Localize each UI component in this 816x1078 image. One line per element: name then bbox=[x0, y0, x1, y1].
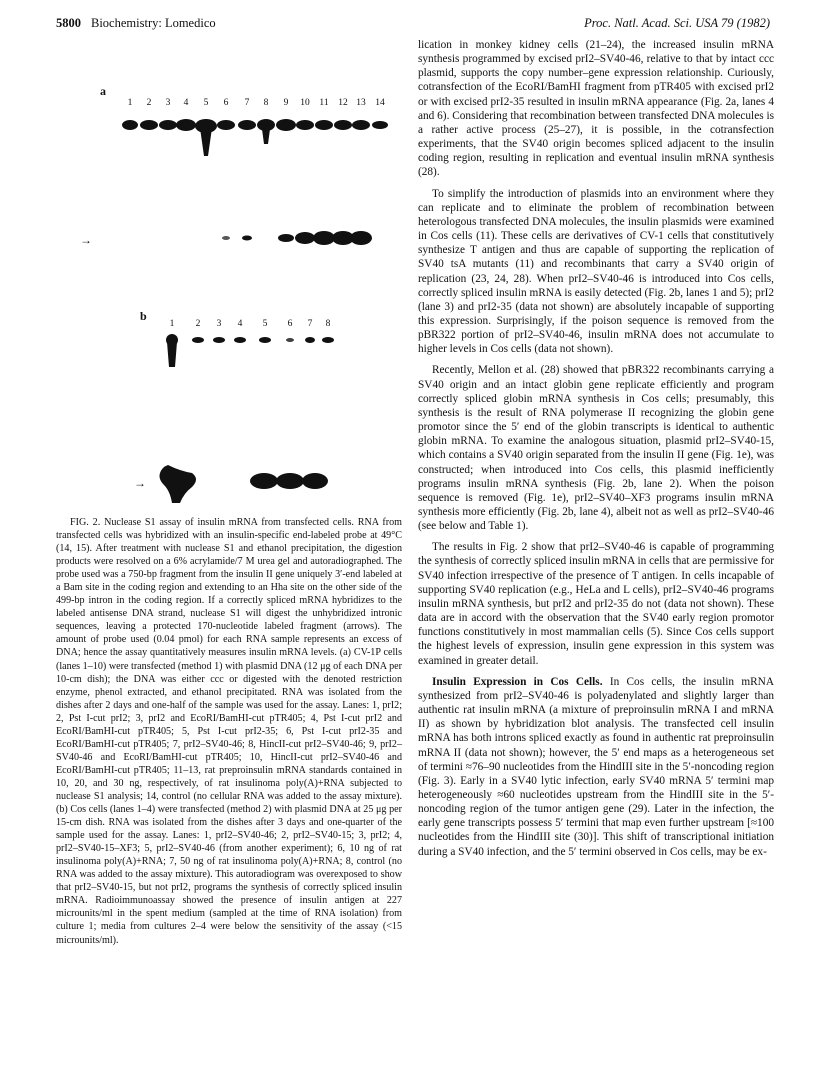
panel-b-lane-number-2: 2 bbox=[195, 319, 201, 329]
panel-a-lane-number-5: 5 bbox=[203, 98, 209, 108]
panel-b-lane-number-1: 1 bbox=[169, 319, 175, 329]
body-paragraph-3: Recently, Mellon et al. (28) showed that pBR322 recombinants carrying a SV40 origin and an intact globin gene replicate efficiently and program correctly spliced globin mRNA synthesis in Cos cells; presumably, this synthesis is the result of RNA polymerase II recognizing the globin gene promotor since the 5′ end of the globin transcripts is identical to authentic globin mRNA. To examine the analogous situation, plasmid prI2–SV40-15, which contains a SV40 origin separated from the insulin II gene (Fig. 1e), was constructed; when introduced into Cos cells, this plasmid inefficiently programs insulin mRNA synthesis (Fig. 2b, lane 2). When the poison sequence is removed (Fig. 1e), prI2–SV40–XF3 programs insulin mRNA synthesis more efficiently (Fig. 2b, lane 4), albeit not as well as prI2–SV40-46 (see below and Table 1). bbox=[418, 364, 774, 533]
panel-a-lane-number-11: 11 bbox=[319, 98, 329, 108]
band-a-upper-lane-1 bbox=[122, 120, 138, 130]
band-b-170nt-lane-5 bbox=[250, 473, 278, 489]
band-b-upper-lane-6 bbox=[286, 338, 294, 342]
band-a-upper-lane-13 bbox=[352, 120, 370, 130]
running-header-citation: Proc. Natl. Acad. Sci. USA 79 (1982) bbox=[584, 16, 770, 30]
section-heading-insulin-expression: Insulin Expression in Cos Cells. bbox=[432, 675, 603, 688]
panel-a-lane-number-7: 7 bbox=[244, 98, 250, 108]
band-a-upper-lane-8-smear bbox=[262, 129, 270, 144]
panel-a-lane-number-8: 8 bbox=[263, 98, 269, 108]
panel-a-lane-number-3: 3 bbox=[165, 98, 171, 108]
panel-b-label: b bbox=[140, 309, 147, 323]
panel-b-lane-number-7: 7 bbox=[307, 319, 313, 329]
journal-section: Biochemistry: Lomedico bbox=[91, 16, 216, 30]
panel-b-lane-number-8: 8 bbox=[325, 319, 331, 329]
band-b-170nt-lane-6 bbox=[276, 473, 304, 489]
band-a-upper-lane-12 bbox=[334, 120, 352, 130]
band-b-upper-lane-1-smear bbox=[167, 342, 177, 367]
band-b-upper-lane-2 bbox=[192, 337, 204, 343]
body-column-right bbox=[418, 38, 774, 866]
band-a-upper-lane-7 bbox=[238, 120, 256, 130]
band-a-upper-lane-11 bbox=[315, 120, 333, 130]
panel-a-lane-number-4: 4 bbox=[183, 98, 189, 108]
panel-a-lane-number-2: 2 bbox=[146, 98, 152, 108]
panel-a-label: a bbox=[100, 84, 106, 98]
panel-a-lane-number-9: 9 bbox=[283, 98, 289, 108]
panel-a-autoradiogram bbox=[100, 78, 400, 298]
panel-b-lane-number-5: 5 bbox=[262, 319, 268, 329]
panel-a-lane-number-12: 12 bbox=[338, 98, 348, 108]
band-a-170nt-lane-7 bbox=[242, 236, 252, 241]
page-number: 5800 bbox=[56, 16, 81, 30]
band-a-170nt-lane-10 bbox=[295, 232, 315, 244]
band-a-170nt-lane-13 bbox=[350, 231, 372, 245]
band-a-170nt-lane-11 bbox=[313, 231, 335, 245]
band-a-upper-lane-9 bbox=[276, 119, 296, 131]
figure-2-panel-b bbox=[134, 305, 340, 515]
body-paragraph-4: The results in Fig. 2 show that prI2–SV40-46 is capable of programming the synthesis of correctly spliced insulin mRNA in cells that are permissive for SV40 infection irrespective of the presence of T antigen. In cells incapable of supporting SV40 replication (e.g., HeLa and L cells), prI2–SV40-46 programs insulin mRNA synthesis, but prI2 and prI2-35 do not (data not shown). These data are in accord with the observation that the SV40 early region promotor functions constitutively in most mammalian cells (5). Since Cos cells support the highest levels of expression, insulin gene expression in this system was examined in greater detail. bbox=[418, 541, 774, 667]
band-b-upper-lane-8 bbox=[322, 337, 334, 343]
panel-b-arrow: → bbox=[134, 476, 146, 490]
running-header-left bbox=[56, 16, 216, 31]
band-a-170nt-lane-9 bbox=[278, 234, 294, 242]
body-paragraph-5 bbox=[418, 675, 774, 859]
panel-b-lane-number-6: 6 bbox=[287, 319, 293, 329]
band-b-upper-lane-4 bbox=[234, 337, 246, 343]
body-paragraph-5-text: In Cos cells, the insulin mRNA synthesized from prI2–SV40-46 is polyadenylated and slightly larger than authentic rat insulin mRNA (a mixture of preproinsulin mRNA I and mRNA II) as shown by hybridization blot analysis. The transfected cell insulin mRNA has both introns spliced exactly as found in authentic rat preproinsulin mRNA II (data not shown); however, the 5′ end maps as a heterogeneous set of termini ≈76–90 nucleotides from the HindIII site in the 5′-noncoding region (Fig. 3). Early in a SV40 lytic infection, early SV40 mRNA 5′ termini map heterogeneously ≈60 nucleotides upstream from the HindIII site in the 5′-noncoding region of the tumor antigen gene (29). Later in the infection, the early gene transcripts possess 5′ termini that map even further upstream [≈100 nucleotides from the HindIII site (30)]. This shift of transcriptional initiation during a SV40 infection, and the 5′ termini observed in Cos cells, may be ex- bbox=[418, 675, 774, 858]
panel-a-lane-number-13: 13 bbox=[356, 98, 366, 108]
band-a-upper-lane-10 bbox=[296, 120, 314, 130]
panel-b-lane-number-4: 4 bbox=[237, 319, 243, 329]
band-b-upper-lane-3 bbox=[213, 337, 225, 343]
band-a-upper-lane-3 bbox=[159, 120, 177, 130]
band-a-upper-lane-2 bbox=[140, 120, 158, 130]
panel-b-autoradiogram bbox=[140, 305, 340, 515]
figure-2-caption: FIG. 2. Nuclease S1 assay of insulin mRNA from transfected cells. RNA from transfected cells was hybridized with an insulin-specific end-labeled probe at 49°C (14, 15). After treatment with nuclease S1 and ethanol precipitation, the digestion products were resolved on a 6% acrylamide/7 M urea gel and autoradiographed. The probe used was a 750-bp fragment from the insulin II gene uniquely 3′-end labeled at a Bam site in the coding region and extending to an Hha site on the other side of the 499-bp intron in the coding region. If a correctly spliced mRNA hybridizes to the labeled antisense DNA strand, nuclease S1 will digest the unhybridized intronic sequences, leaving a protected 170-nucleotide labeled fragment (arrows). The amount of probe used (0.04 pmol) for each RNA sample represents an excess of DNA; hence the assay quantitatively measures insulin mRNA levels. (a) CV-1P cells (lanes 1–10) were transfected (method 1) with plasmid DNA (12 μg of each DNA per 10-cm dish); the DNA was either ccc or digested with the denoted restriction enzyme, phenol extracted, and ethanol precipitated. RNA was isolated from the dishes after 2 days and one-half of the sample was used for the assay. Lanes: 1, prI2; 2, Pst I-cut prI2; 3, prI2 and EcoRI/BamHI-cut pTR405; 4, Pst I-cut prI2 and EcoRI/BamHI-cut pTR405; 5, Pst I-cut prI2-35; 6, Pst I-cut prI2-35 and EcoRI/BamHI-cut pTR405; 7, prI2–SV40-46; 8, HincII-cut prI2–SV40-46; 9, prI2–SV40-46 and EcoRI/BamHI-cut pTR405; 10, HincII-cut prI2–SV40-46 and EcoRI/BamHI-cut pTR405; 11–13, rat preproinsulin mRNA standards contained in 10, 20, and 30 ng, respectively, of rat insulinoma poly(A)+RNA subjected to nuclease S1 analysis; 14, control (no cellular RNA was added to the assay mixture). (b) Cos cells (lanes 1–4) were transfected (method 2) with plasmid DNA at 25 μg per 15-cm dish. RNA was isolated from the dishes after 3 days and one-quarter of the sample used for the assay. Lanes: 1, prI2–SV40-46; 2, prI2–SV40-15; 3, prI2; 4, prI2–SV40-15–XF3; 5, prI2–SV40-46 (from another experiment); 6, 10 ng of rat insulinoma poly(A)+RNA; 7, 50 ng of rat insulinoma poly(A)+RNA; 8, control (no RNA was added to the assay mixture). This autoradiogram was overexposed to show that prI2–SV40-15, but not prI2, programs the synthesis of correctly spliced insulin mRNA. Radioimmunoassay showed the presence of insulin antigen at 227 microunits/ml in the spent medium (sampled at the time of RNA isolation) from culture 1; media from cultures 2–4 were below the sensitivity of the assay (<15 microunits/ml). bbox=[56, 517, 402, 946]
panel-a-lane-number-1: 1 bbox=[127, 98, 133, 108]
band-b-170nt-lane-7 bbox=[302, 473, 328, 489]
body-paragraph-1: lication in monkey kidney cells (21–24), the increased insulin mRNA synthesis programmed by excised prI2–SV40-46, relative to that by intact ccc plasmid, supports the copy number–gene expression relationship. Curiously, cotransfection of the EcoRI/BamHI fragment from pTR405 with excised prI2 or with excised prI2-35 resulted in insulin mRNA appearance (Fig. 2a, lanes 4 and 6). Considering that recombination between transfected DNA molecules is a rather active process (25–27), it is possible, in the cotransfection experiments, that the SV40 origin becomes spliced adjacent to the insulin coding region, resulting in replication and eventual insulin mRNA synthesis (28). bbox=[418, 39, 774, 179]
band-a-upper-lane-5-smear bbox=[200, 128, 212, 156]
body-paragraph-2: To simplify the introduction of plasmids into an environment where they can replicate and to eliminate the problem of recombination between heterologous transfected DNA molecules, the insulin plasmids were examined in Cos cells (11). These cells are derivatives of CV-1 cells that constitutively synthesize T antigen and thus are capable of supporting the replication of SV40 tsA mutants (11) and recombinants that carry a SV40 origin of replication (23, 24, 28). When prI2–SV40-46 is introduced into Cos cells, correctly spliced insulin mRNA is easily detected (Fig. 2b, lanes 1 and 5); prI2 (lane 3) and prI2-35 (data not shown) are absolutely incapable of supporting this expression. Surprisingly, if the poison sequence is removed from the pBR322 portion of prI2–SV40-46, insulin mRNA does not accumulate to higher levels in Cos cells (data not shown). bbox=[418, 187, 774, 356]
band-b-170nt-lane-1 bbox=[160, 465, 197, 503]
band-a-upper-lane-6 bbox=[217, 120, 235, 130]
band-a-170nt-lane-6 bbox=[222, 236, 230, 240]
panel-b-lane-number-3: 3 bbox=[216, 319, 222, 329]
band-a-upper-lane-4 bbox=[176, 119, 196, 131]
band-b-upper-lane-7 bbox=[305, 337, 315, 343]
band-a-upper-lane-14 bbox=[372, 121, 388, 129]
panel-a-arrow: → bbox=[80, 233, 92, 247]
figure-2-panel-a bbox=[80, 78, 400, 298]
panel-a-lane-number-14: 14 bbox=[375, 98, 385, 108]
band-b-upper-lane-5 bbox=[259, 337, 271, 343]
panel-a-lane-number-10: 10 bbox=[300, 98, 310, 108]
panel-a-lane-number-6: 6 bbox=[223, 98, 229, 108]
